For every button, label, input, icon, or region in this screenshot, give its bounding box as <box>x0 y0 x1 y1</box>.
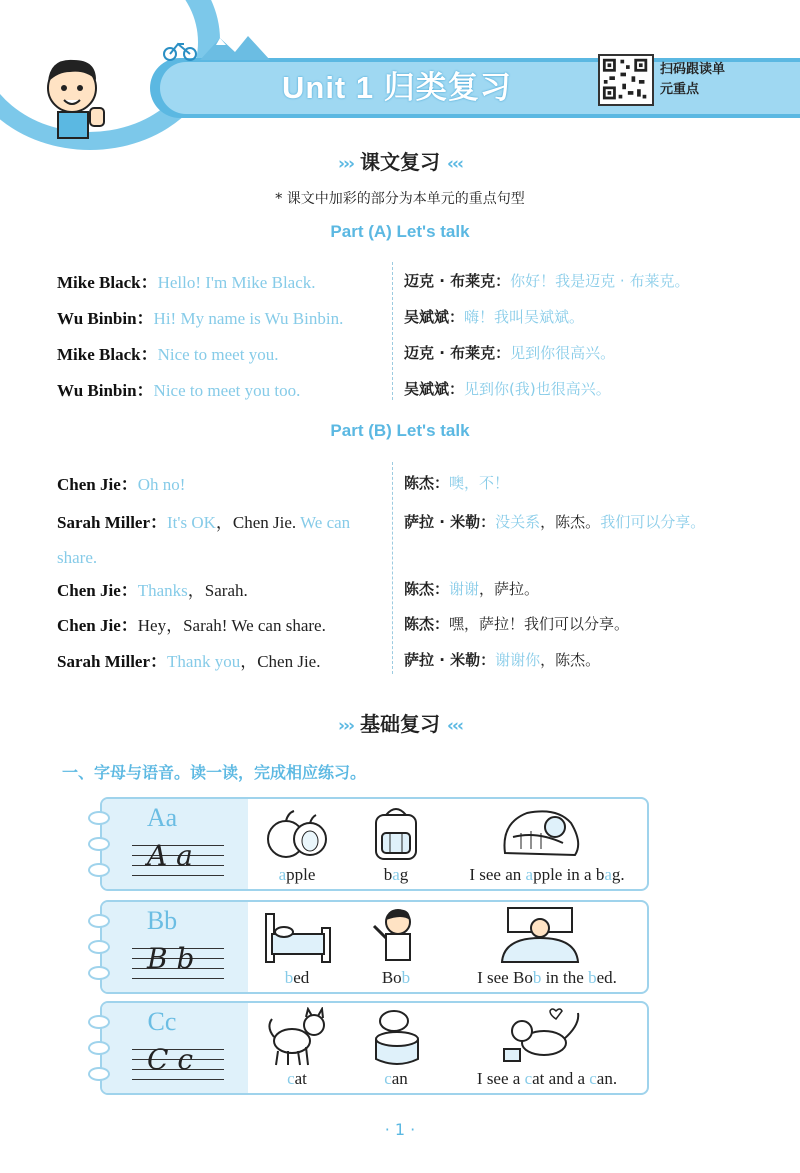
word-bob: Bob <box>381 968 411 987</box>
handwriting-letters: C c <box>147 1043 194 1076</box>
apple-in-bag-icon <box>497 803 585 863</box>
word-cat: cat <box>287 1069 307 1088</box>
dialogue-line: Chen Jie：Thanks，Sarah. <box>57 581 248 600</box>
chevron-right-icon: ››› <box>338 154 354 174</box>
qr-code-icon[interactable] <box>598 54 654 106</box>
handwriting-letters: A a <box>147 839 193 872</box>
question-title: 一、字母与语音。读一读，完成相应练习。 <box>62 763 367 782</box>
writing-line <box>132 875 224 876</box>
writing-line <box>132 1079 224 1080</box>
can-icon <box>370 1007 424 1067</box>
dialogue-line: Mike Black：Nice to meet you. <box>57 345 279 364</box>
letter-card-c <box>100 1001 649 1095</box>
letter-card-b <box>100 900 649 994</box>
dialogue-line-cn: 萨拉 · 米勒：谢谢你，陈杰。 <box>404 651 601 669</box>
letter-card-a <box>100 797 649 891</box>
dialogue-line-cn: 陈杰：谢谢，萨拉。 <box>404 580 540 598</box>
word-can: can <box>384 1069 408 1088</box>
writing-line <box>132 978 224 979</box>
part-b-title: Part (B) Let's talk <box>330 421 470 440</box>
dialogue-line: Wu Binbin：Hi! My name is Wu Binbin. <box>57 309 344 328</box>
apple-icon <box>264 807 332 863</box>
binder-ring-icon <box>88 940 110 954</box>
dialogue-line-cn: 萨拉 · 米勒：没关系，陈杰。我们可以分享。 <box>404 513 706 531</box>
sentence-cc: I see a cat and a can. <box>476 1069 618 1088</box>
binder-ring-icon <box>88 1067 110 1081</box>
section-title-label: 基础复习 <box>360 712 440 736</box>
chevron-right-icon: ››› <box>338 716 354 736</box>
dialogue-line-cn: 吴斌斌：嗨！我叫吴斌斌。 <box>404 308 585 326</box>
cat-icon <box>266 1007 332 1067</box>
sentence-aa: I see an apple in a bag. <box>469 865 625 884</box>
dialogue-line: Mike Black：Hello! I'm Mike Black. <box>57 273 316 292</box>
unit-title: Unit 1 归类复习 <box>282 70 512 105</box>
letter-pair: Bb <box>146 906 178 935</box>
dialogue-line-cn: 陈杰：噢，不！ <box>404 474 510 492</box>
cat-and-can-icon <box>494 1005 586 1067</box>
schoolbag-icon <box>370 803 422 863</box>
section-title-label: 课文复习 <box>360 150 440 174</box>
word-bag: bag <box>383 865 409 884</box>
boy-thumbs-up-icon <box>30 50 120 140</box>
handwriting-letters: B b <box>147 942 195 975</box>
binder-ring-icon <box>88 966 110 980</box>
binder-ring-icon <box>88 837 110 851</box>
chevron-left-icon: ‹‹‹ <box>446 154 462 174</box>
qr-label: 扫码跟读单元重点 <box>660 62 726 97</box>
dialogue-line-cn: 吴斌斌：见到你(我)也很高兴。 <box>404 380 611 398</box>
word-apple: apple <box>278 865 316 884</box>
dialogue-line: Wu Binbin：Nice to meet you too. <box>57 381 301 400</box>
word-bed: bed <box>284 968 310 987</box>
chevron-left-icon: ‹‹‹ <box>446 716 462 736</box>
dialogue-line: Sarah Miller：Thank you，Chen Jie. <box>57 652 321 671</box>
dialogue-line-cn: 迈克 · 布莱克：见到你很高兴。 <box>404 344 616 362</box>
boy-in-bed-icon <box>500 904 580 966</box>
dialogue-line-cn: 迈克 · 布莱克：你好！我是迈克 · 布莱克。 <box>404 272 690 290</box>
letter-pair: Cc <box>147 1007 177 1036</box>
highlight-note: * 课文中加彩的部分为本单元的重点句型 <box>275 191 525 207</box>
dialogue-line: Sarah Miller：It's OK，Chen Jie. We can share. <box>57 513 351 567</box>
boy-bob-icon <box>368 906 424 966</box>
sentence-bb: I see Bob in the bed. <box>477 968 617 987</box>
dialogue-line-cn: 陈杰：嘿，萨拉！我们可以分享。 <box>404 615 630 633</box>
dialogue-line: Chen Jie：Hey，Sarah! We can share. <box>57 616 326 635</box>
section-title-text-review <box>0 146 800 175</box>
section-title-basic-review <box>0 708 800 737</box>
dialogue-line: Chen Jie：Oh no! <box>57 475 186 494</box>
letter-pair: Aa <box>146 803 178 832</box>
page-number: · 1 · <box>384 1120 416 1139</box>
part-a-title: Part (A) Let's talk <box>330 222 470 241</box>
bed-icon <box>262 908 334 966</box>
binder-ring-icon <box>88 863 110 877</box>
dialogue-divider <box>392 262 393 400</box>
dialogue-divider <box>392 462 393 674</box>
bicycle-mountain-icon <box>160 30 300 62</box>
binder-ring-icon <box>88 1041 110 1055</box>
